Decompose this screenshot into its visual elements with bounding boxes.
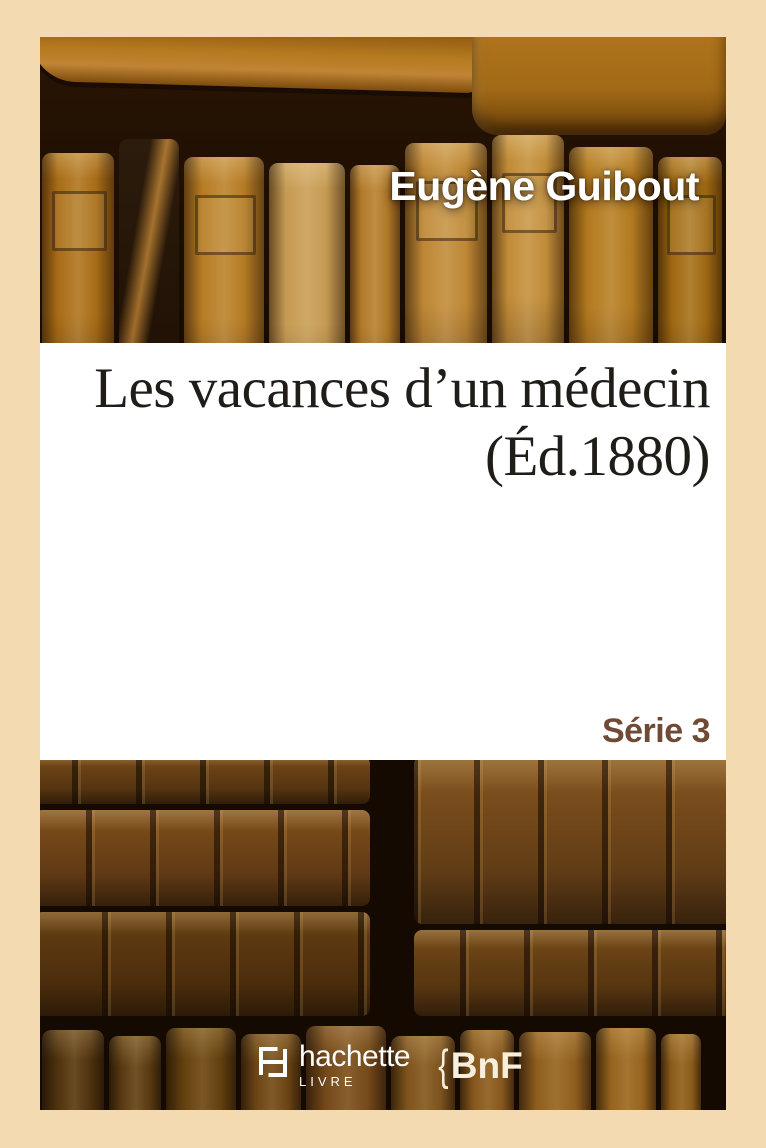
book-spine <box>42 153 114 343</box>
book-top-right <box>472 37 726 135</box>
hachette-livre-label: LIVRE <box>299 1074 357 1089</box>
book-spine <box>661 1034 701 1110</box>
title-band <box>40 343 726 760</box>
stacked-book-row <box>414 760 726 924</box>
stacked-book-row <box>40 760 370 804</box>
stacked-book-row <box>40 810 370 906</box>
book-spine <box>166 1028 236 1110</box>
book-spine <box>519 1032 591 1110</box>
hachette-wordmark-block <box>299 1042 410 1088</box>
book-pile-left <box>40 760 370 1016</box>
author-name: Eugène Guibout <box>389 163 699 209</box>
stacked-book-row <box>40 912 370 1016</box>
book-spine <box>109 1036 161 1110</box>
book-title: Les vacances d’un médecin <box>94 357 710 420</box>
book-spine-torn <box>119 139 179 343</box>
book-pile-right <box>414 760 726 1016</box>
hachette-h-icon <box>256 1045 290 1079</box>
book-spine <box>596 1028 656 1110</box>
publisher-logos <box>256 1042 523 1088</box>
book-spine <box>184 157 264 343</box>
cover-photo-top <box>40 37 726 343</box>
bnf-wordmark: BnF <box>450 1045 523 1086</box>
cover-photo-bottom <box>40 760 726 1110</box>
stacked-book-row <box>414 930 726 1016</box>
book-spine <box>269 163 345 343</box>
bnf-logo <box>436 1040 523 1090</box>
bnf-brace-icon: { <box>438 1040 449 1090</box>
top-book-spines <box>40 129 726 343</box>
shelf-board <box>40 37 483 93</box>
book-spine <box>42 1030 104 1110</box>
hachette-logo <box>256 1042 410 1088</box>
title-block <box>40 355 710 492</box>
series-badge: Série 3 <box>601 712 710 750</box>
hachette-wordmark: hachette <box>299 1040 411 1073</box>
book-edition: (Éd.1880) <box>484 425 710 489</box>
cover-photo <box>40 37 726 1110</box>
